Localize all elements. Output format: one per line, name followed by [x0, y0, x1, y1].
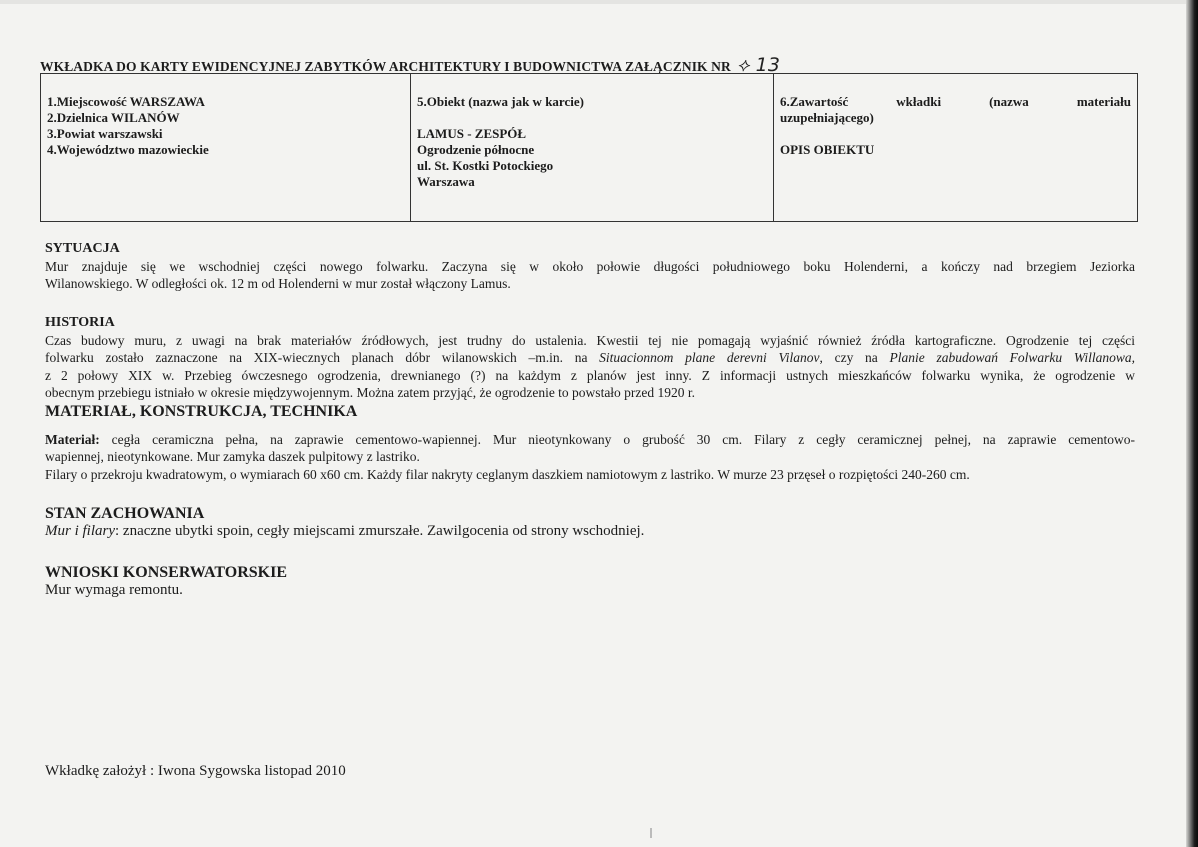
scan-speck — [650, 828, 652, 838]
historia-line: z 2 połowy XIX w. Przebieg ówczesnego ogrodzenia, drewnianego (?) na każdym z planów jest inny. Z informacji ustnych mieszkańców folwarku wynika, że ogrodzenie w — [45, 367, 1135, 383]
material-line: Materiał: cegła ceramiczna pełna, na zaprawie cementowo-wapiennej. Mur nieotynkowany o grubość 30 cm. Filary z cegły ceramicznej pełnej, na zaprawie cementowo- — [45, 431, 1135, 447]
historia-line: obecnym przebiegu istniało w okresie międzywojennym. Można zatem przyjąć, że ogrodzenie to powstało przed 1920 r. — [45, 385, 696, 400]
contents-word: materiału — [1076, 94, 1131, 109]
location-line: 3.Powiat warszawski — [47, 126, 163, 141]
object-title: 5.Obiekt (nazwa jak w karcie) — [417, 94, 584, 109]
info-table — [40, 73, 1138, 222]
contents-cell — [774, 74, 1138, 222]
historia-line: Czas budowy muru, z uwagi na brak materiałów źródłowych, jest trudny do ustalenia. Kwestii tej nie pomagają wyjaśnić również źródła kartograficzne. Ogrodzenie tej części — [45, 332, 1135, 348]
wnioski-text: Mur wymaga remontu. — [45, 581, 183, 598]
contents-word: wkładki — [896, 94, 942, 109]
stan-text: Mur i filary: znaczne ubytki spoin, cegły miejscami zmurszałe. Zawilgocenia od strony wschodniej. — [45, 522, 645, 539]
contents-title-line2: uzupełniającego) — [780, 110, 874, 125]
header-title: WKŁADKA DO KARTY EWIDENCYJNEJ ZABYTKÓW ARCHITEKTURY I BUDOWNICTWA ZAŁĄCZNIK NR — [40, 59, 731, 74]
scan-edge-top — [0, 0, 1198, 4]
contents-value: OPIS OBIEKTU — [780, 142, 875, 157]
scan-edge-right — [1186, 0, 1198, 847]
material-heading: MATERIAŁ, KONSTRUKCJA, TECHNIKA — [45, 403, 358, 420]
historia-heading: HISTORIA — [45, 315, 115, 330]
sytuacja-heading: SYTUACJA — [45, 241, 120, 256]
contents-title — [780, 94, 1131, 110]
sytuacja-line: Mur znajduje się we wschodniej części nowego folwarku. Zaczyna się w około połowie długości południowego boku Holenderni, a kończy nad brzegiem Jeziorka — [45, 258, 1135, 274]
location-line: 2.Dzielnica WILANÓW — [47, 110, 180, 125]
object-line: Warszawa — [417, 174, 475, 189]
object-line: Ogrodzenie północne — [417, 142, 535, 157]
stan-heading: STAN ZACHOWANIA — [45, 505, 205, 522]
location-line: 1.Miejscowość WARSZAWA — [47, 94, 205, 109]
section-historia — [45, 314, 1135, 402]
object-line: ul. St. Kostki Potockiego — [417, 158, 554, 173]
footer-signature: Wkładkę założył : Iwona Sygowska listopad 2010 — [45, 763, 346, 779]
historia-line: folwarku zostało zaznaczone na XIX-wiecznych planach dóbr wilanowskich –m.in. na Situacionnom plane derevni Vilanov, czy na Planie zabudowań Folwarku Willanowa, — [45, 350, 1136, 365]
contents-word: (nazwa — [989, 94, 1029, 109]
sytuacja-line: Wilanowskiego. W odległości ok. 12 m od Holenderni w mur został włączony Lamus. — [45, 276, 511, 291]
handwritten-number: ⟡ 13 — [736, 54, 781, 76]
material-line: Filary o przekroju kwadratowym, o wymiarach 60 x60 cm. Każdy filar nakryty ceglanym daszkiem namiotowym z lastriko. W murze 23 przęseł o rozpiętości 240-260 cm. — [45, 466, 970, 482]
material-line: wapiennej, nieotynkowane. Mur zamyka daszek pulpitowy z lastriko. — [45, 449, 420, 464]
section-wnioski — [45, 564, 1135, 599]
wnioski-heading: WNIOSKI KONSERWATORSKIE — [45, 564, 288, 581]
object-line: LAMUS - ZESPÓŁ — [417, 126, 527, 141]
section-stan — [45, 505, 1135, 540]
location-line: 4.Województwo mazowieckie — [47, 142, 209, 157]
section-sytuacja — [45, 240, 1135, 293]
location-cell — [41, 74, 411, 222]
contents-word: 6.Zawartość — [780, 94, 849, 109]
section-material — [45, 403, 1135, 483]
object-cell — [411, 74, 774, 222]
